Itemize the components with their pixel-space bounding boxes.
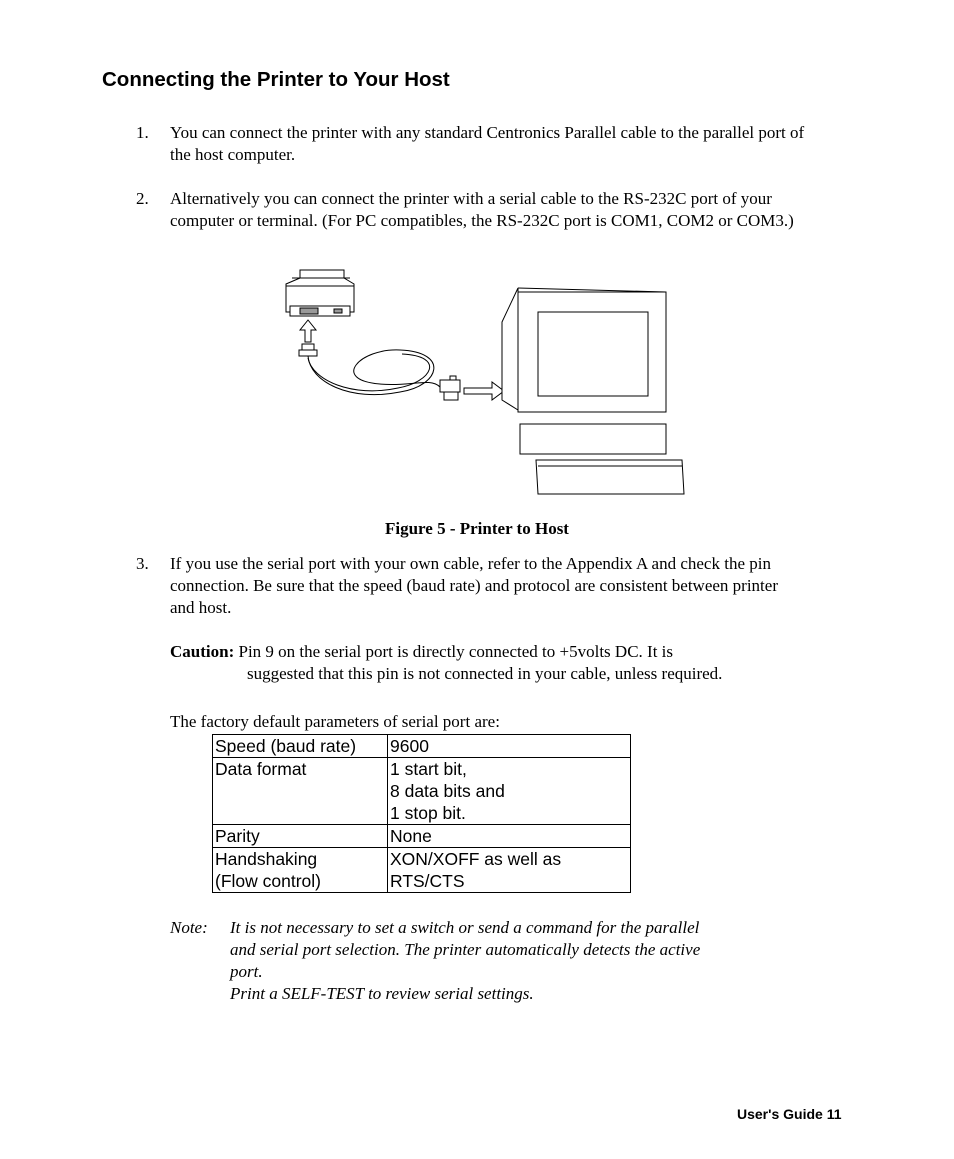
- table-cell-value: [388, 735, 631, 758]
- page-title: Connecting the Printer to Your Host: [102, 68, 450, 91]
- computer-base: [520, 424, 666, 454]
- table-row: [213, 825, 631, 848]
- note-text-line: and serial port selection. The printer automatically detects the active: [230, 940, 701, 959]
- cell-text: None: [390, 826, 432, 846]
- list-text-line: the host computer.: [170, 145, 296, 164]
- table-cell-value: [388, 825, 631, 848]
- table-row: [213, 848, 631, 893]
- db-connector: [440, 376, 460, 400]
- printer-illustration: [286, 270, 354, 316]
- cell-text: Handshaking: [215, 849, 318, 869]
- table-row: [213, 735, 631, 758]
- cell-text: Parity: [215, 826, 260, 846]
- cell-text: 8 data bits and: [390, 781, 505, 801]
- table-cell-key: [213, 825, 388, 848]
- caution-text: suggested that this pin is not connected in your cable, unless required.: [247, 664, 723, 683]
- note-label: Note:: [170, 918, 208, 937]
- table-row: [213, 758, 631, 825]
- keyboard-illustration: [536, 460, 684, 494]
- list-text-line: and host.: [170, 598, 232, 617]
- cell-text: Data format: [215, 759, 307, 779]
- note-text-line: Print a SELF-TEST to review serial settings.: [230, 984, 534, 1003]
- monitor-illustration: [502, 288, 666, 412]
- cell-text: 1 stop bit.: [390, 803, 466, 823]
- serial-defaults-table: [212, 734, 631, 893]
- list-text-line: You can connect the printer with any standard Centronics Parallel cable to the parallel port of: [170, 123, 805, 142]
- caution-text: Pin 9 on the serial port is directly connected to +5volts DC. It is: [238, 642, 674, 661]
- cell-text: 9600: [390, 736, 429, 756]
- cell-text: (Flow control): [215, 871, 321, 891]
- cell-text: XON/XOFF as well as: [390, 849, 562, 869]
- table-cell-value: [388, 758, 631, 825]
- arrow-up-icon: [300, 320, 316, 342]
- list-number: 1.: [136, 123, 149, 142]
- cell-text: Speed (baud rate): [215, 736, 357, 756]
- caution-label: Caution:: [170, 642, 235, 661]
- table-cell-key: [213, 758, 388, 825]
- list-number: 3.: [136, 554, 149, 573]
- cell-text: 1 start bit,: [390, 759, 467, 779]
- list-number: 2.: [136, 189, 149, 208]
- list-text-line: computer or terminal. (For PC compatibles, the RS-232C port is COM1, COM2 or COM3.): [170, 211, 794, 230]
- table-cell-key: [213, 735, 388, 758]
- caution-block: [170, 641, 890, 685]
- list-text-line: Alternatively you can connect the printer with a serial cable to the RS-232C port of your: [170, 189, 772, 208]
- cell-text: RTS/CTS: [390, 871, 465, 891]
- figure-caption: Figure 5 - Printer to Host: [385, 519, 569, 538]
- page-footer: User's Guide 11: [737, 1106, 842, 1122]
- table-cell-key: [213, 848, 388, 893]
- list-text-line: If you use the serial port with your own cable, refer to the Appendix A and check the pin: [170, 554, 771, 573]
- printer-to-host-figure: [280, 262, 700, 502]
- list-text-line: connection. Be sure that the speed (baud rate) and protocol are consistent between printer: [170, 576, 778, 595]
- note-text-line: It is not necessary to set a switch or send a command for the parallel: [230, 918, 700, 937]
- table-intro: The factory default parameters of serial port are:: [170, 712, 500, 731]
- arrow-right-icon: [464, 382, 504, 400]
- note-text-line: port.: [230, 962, 263, 981]
- table-cell-value: [388, 848, 631, 893]
